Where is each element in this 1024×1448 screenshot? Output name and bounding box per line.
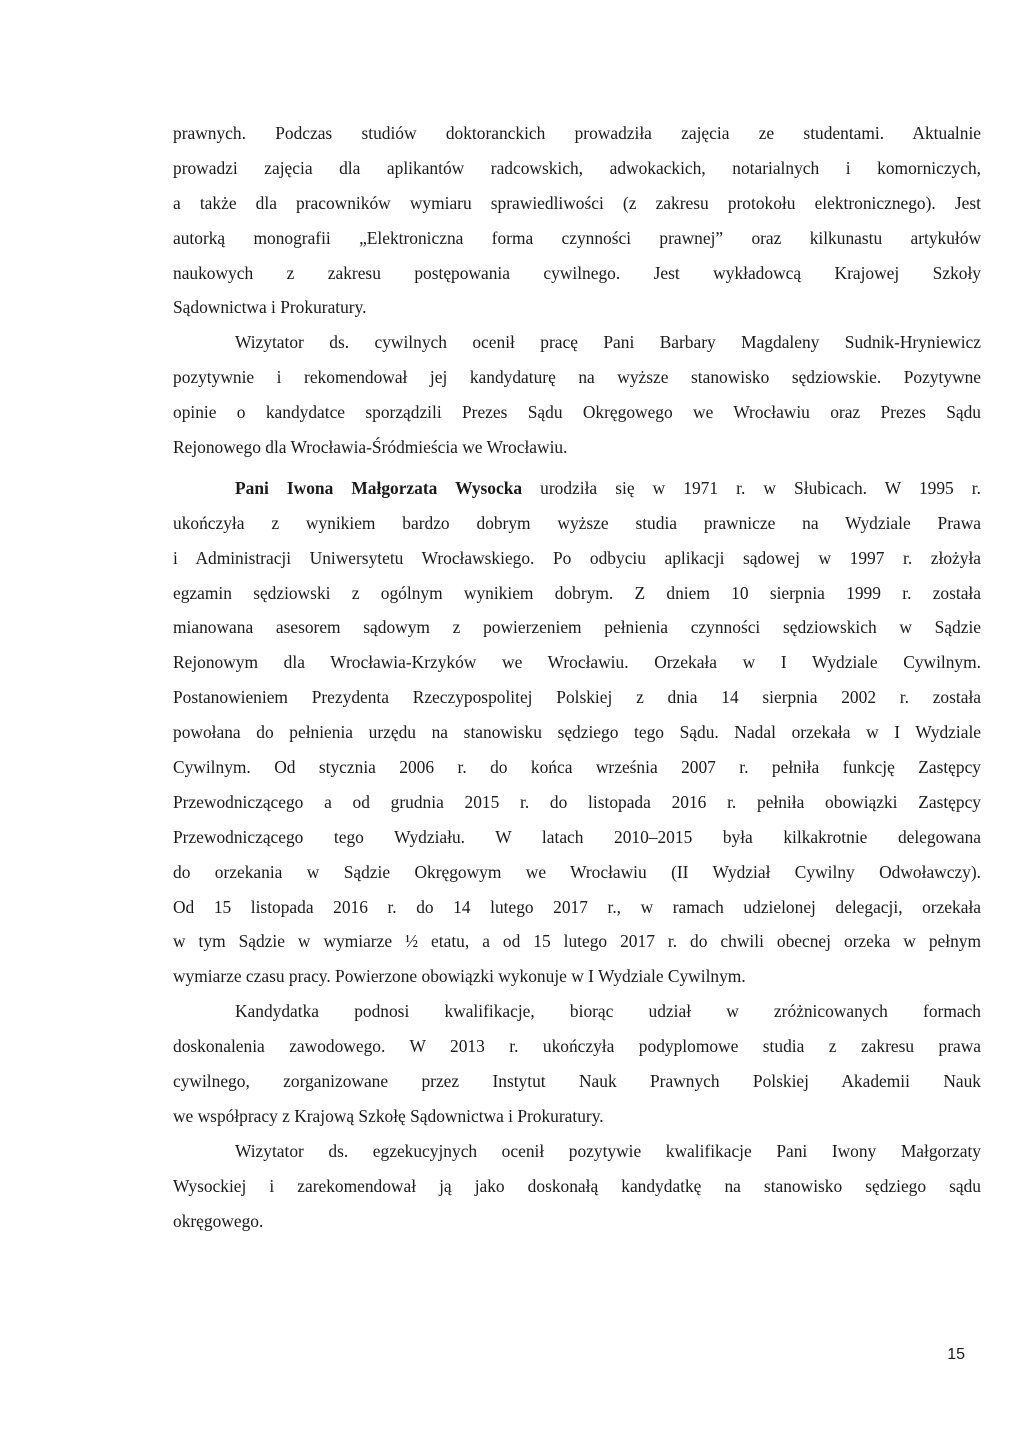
text-span: urodziła się w 1971 r. w Słubicach. W 1995 r.	[522, 477, 981, 498]
text-line: Cywilnym. Od stycznia 2006 r. do końca września 2007 r. pełniła funkcję Zastępcy	[173, 757, 981, 778]
text-line: Wizytator ds. egzekucyjnych ocenił pozytywie kwalifikacje Pani Iwony Małgorzaty	[235, 1140, 981, 1161]
text-line: Rejonowego dla Wrocławia-Śródmieścia we Wrocławiu.	[173, 437, 568, 458]
text-line: Przewodniczącego tego Wydziału. W latach 2010–2015 była kilkakrotnie delegowana	[173, 826, 981, 847]
paragraph-candidate-biography	[173, 471, 981, 994]
text-line: naukowych z zakresu postępowania cywilnego. Jest wykładowcą Krajowej Szkoły	[173, 262, 981, 283]
paragraph-academic-background	[173, 116, 981, 325]
text-line: egzamin sędziowski z ogólnym wynikiem dobrym. Z dniem 10 sierpnia 1999 r. została	[173, 582, 981, 603]
text-line: prawnych. Podczas studiów doktoranckich prowadziła zajęcia ze studentami. Aktualnie	[173, 123, 981, 143]
text-line: Sądownictwa i Prokuratury.	[173, 297, 367, 318]
paragraph-recommendation	[173, 1134, 981, 1239]
text-line: opinie o kandydatce sporządzili Prezes Sądu Okręgowego we Wrocławiu oraz Prezes Sądu	[173, 402, 981, 423]
text-line	[173, 471, 981, 506]
paragraph-qualifications	[173, 994, 981, 1134]
text-line: autorką monografii „Elektroniczna forma czynności prawnej” oraz kilkunastu artykułów	[173, 227, 981, 248]
text-line: Wizytator ds. cywilnych ocenił pracę Pani Barbary Magdaleny Sudnik-Hryniewicz	[235, 332, 981, 353]
text-line: pozytywnie i rekomendował jej kandydaturę na wyższe stanowisko sędziowskie. Pozytywne	[173, 367, 981, 388]
text-line: a także dla pracowników wymiaru sprawiedliwości (z zakresu protokołu elektronicznego). Jest	[173, 192, 981, 213]
text-line: Kandydatka podnosi kwalifikacje, biorąc udział w zróżnicowanych formach	[235, 1001, 981, 1022]
page-number: 15	[947, 1346, 965, 1363]
text-line: do orzekania w Sądzie Okręgowym we Wrocławiu (II Wydział Cywilny Odwoławczy).	[173, 861, 981, 882]
document-body	[173, 116, 981, 1239]
text-line: prowadzi zajęcia dla aplikantów radcowskich, adwokackich, notarialnych i komorniczych,	[173, 157, 981, 178]
text-line: ukończyła z wynikiem bardzo dobrym wyższe studia prawnicze na Wydziale Prawa	[173, 512, 981, 533]
text-line: okręgowego.	[173, 1210, 264, 1231]
text-line: mianowana asesorem sądowym z powierzeniem pełnienia czynności sędziowskich w Sądzie	[173, 617, 981, 638]
paragraph-inspector-opinion	[173, 325, 981, 465]
text-line: doskonalenia zawodowego. W 2013 r. ukończyła podyplomowe studia z zakresu prawa	[173, 1036, 981, 1057]
text-line: we współpracy z Krajową Szkołę Sądownictwa i Prokuratury.	[173, 1105, 604, 1126]
text-line: cywilnego, zorganizowane przez Instytut Nauk Prawnych Polskiej Akademii Nauk	[173, 1071, 981, 1092]
candidate-name: Pani Iwona Małgorzata Wysocka	[235, 477, 523, 498]
text-line: i Administracji Uniwersytetu Wrocławskiego. Po odbyciu aplikacji sądowej w 1997 r. złożyła	[173, 547, 981, 568]
text-line: powołana do pełnienia urzędu na stanowisku sędziego tego Sądu. Nadal orzekała w I Wydziale	[173, 722, 981, 743]
text-line: Wysockiej i zarekomendował ją jako doskonałą kandydatkę na stanowisko sędziego sądu	[173, 1175, 981, 1196]
text-line: Od 15 listopada 2016 r. do 14 lutego 2017 r., w ramach udzielonej delegacji, orzekała	[173, 896, 981, 917]
text-line: wymiarze czasu pracy. Powierzone obowiązki wykonuje w I Wydziale Cywilnym.	[173, 966, 746, 987]
text-line: w tym Sądzie w wymiarze ½ etatu, a od 15 lutego 2017 r. do chwili obecnej orzeka w pełnym	[173, 931, 981, 952]
text-line: Postanowieniem Prezydenta Rzeczypospolitej Polskiej z dnia 14 sierpnia 2002 r. została	[173, 687, 981, 708]
text-line: Przewodniczącego a od grudnia 2015 r. do listopada 2016 r. pełniła obowiązki Zastępcy	[173, 791, 981, 812]
text-line: Rejonowym dla Wrocławia-Krzyków we Wrocławiu. Orzekała w I Wydziale Cywilnym.	[173, 652, 981, 673]
